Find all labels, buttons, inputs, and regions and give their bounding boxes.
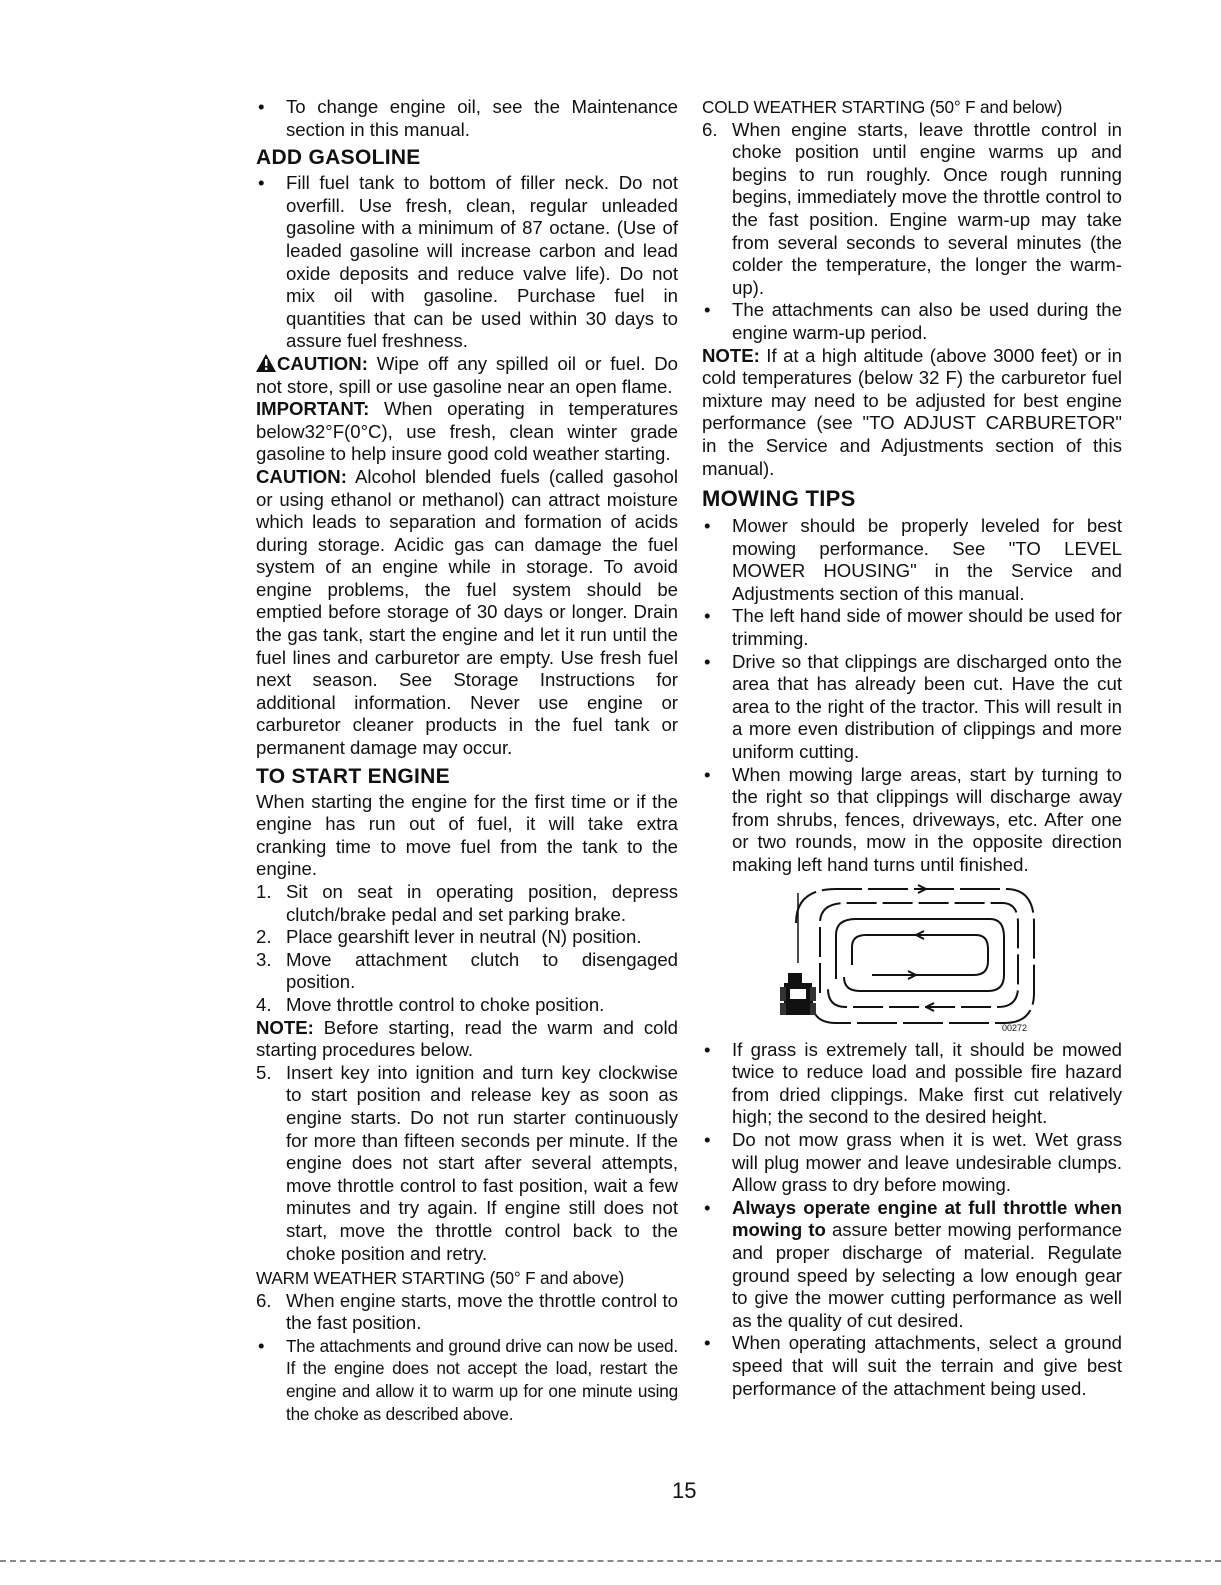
- tip-text: Do not mow grass when it is wet. Wet grass will plug mower and leave undesirable clumps. Allow grass to dry before mowing.: [732, 1128, 1122, 1196]
- bullet-marker: •: [704, 763, 711, 785]
- bullet-marker: •: [704, 1038, 711, 1060]
- note-paragraph-left: [256, 1017, 678, 1062]
- bullet-marker: •: [704, 1196, 711, 1218]
- when-starting-text: When starting the engine for the first time or if the engine has run out of fuel, it will take extra cranking time to move fuel from the tank to the engine.: [256, 790, 678, 880]
- tip-text: When operating attachments, select a ground speed that will suit the terrain and give best performance of the attachment being used.: [732, 1332, 1122, 1399]
- bullet-marker: •: [258, 1334, 265, 1356]
- tip-6: [702, 1129, 1122, 1197]
- tip-text: [732, 1197, 1122, 1333]
- important-paragraph: [256, 398, 678, 466]
- caution-text-1: Wipe off any spilled oil or fuel. Do not store, spill or use gasoline near an open flame.: [256, 352, 678, 397]
- important-text: When operating in temperatures below32°F(0°C), use fresh, clean winter grade gasoline to help insure good cold weather starting.: [256, 398, 679, 465]
- page-number: 15: [672, 1478, 697, 1503]
- bullet-warm-attachments: [256, 1335, 678, 1425]
- note-text: If at a high altitude (above 3000 feet) or in cold temperatures (below 32 F) the carburetor fuel mixture may need to be adjusted for best engine performance (see "TO ADJUST CARBURETOR" in the Service and Adjustments section of this manual).: [702, 344, 1122, 479]
- step-2: [256, 926, 678, 949]
- tip-text: Mower should be properly leveled for best mowing performance. See "TO LEVEL MOWER HOUSING" in the Service and Adjustments section of this manual.: [732, 515, 1122, 604]
- mowing-path-third: [836, 919, 1004, 991]
- step-number: 3.: [256, 948, 272, 970]
- tip-text: If grass is extremely tall, it should be mowed twice to reduce load and possible fire hazard from dried clippings. Make first cut relatively high; the second to the desired height.: [732, 1038, 1122, 1128]
- step-text: Move attachment clutch to disengaged position.: [286, 948, 678, 993]
- cold-attachments-text: The attachments can also be used during the engine warm-up period.: [732, 299, 1122, 343]
- step-number: 4.: [256, 993, 272, 1015]
- right-column: [702, 96, 1122, 1400]
- change-oil-text: To change engine oil, see the Maintenance section in this manual.: [286, 96, 678, 140]
- warm-step-6: [256, 1290, 678, 1335]
- step-number: 6.: [256, 1289, 272, 1311]
- caution-paragraph-1: [256, 353, 678, 398]
- bullet-marker: •: [704, 650, 711, 672]
- bullet-fill-tank: [256, 172, 678, 353]
- tip-3: [702, 651, 1122, 764]
- cold-step-6: [702, 119, 1122, 300]
- fill-tank-text: Fill fuel tank to bottom of filler neck. Do not overfill. Use fresh, clean, regular unleaded gasoline with a minimum of 87 octane. (Use of leaded gasoline will increase carbon and lead oxide deposits and reduce valve life). Do not mix oil with gasoline. Purchase fuel in quantities that can be used within 30 days to assure fuel freshness.: [286, 172, 678, 352]
- step-text: When engine starts, move the throttle control to the fast position.: [286, 1289, 678, 1334]
- tip-1: [702, 515, 1122, 605]
- tip-8: [702, 1332, 1122, 1400]
- full-throttle-bold: Always operate engine at full throttle when mowing to: [732, 1196, 1122, 1241]
- note-text: Before starting, read the warm and cold starting procedures below.: [256, 1016, 678, 1061]
- step-text: When engine starts, leave throttle control in choke position until engine warms up and begins to run roughly. Once rough running begins, immediately move the throttle control to the fast position. Engine warm-up may take from several seconds to several minutes (the colder the temperature, the longer the warm-up).: [732, 118, 1122, 298]
- tip-text: The left hand side of mower should be used for trimming.: [732, 605, 1122, 650]
- note-label: NOTE:: [256, 1016, 314, 1038]
- step-number: 1.: [256, 881, 272, 902]
- caution-text-2: Alcohol blended fuels (called gasohol or using ethanol or methanol) can attract moisture which leads to separation and formation of acids during storage. Acidic gas can damage the fuel system of an engine while in storage. To avoid engine problems, the fuel system should be emptied before storage of 30 days or longer. Drain the gas tank, start the engine and let it run until the fuel lines and carburetor are empty. Use fresh fuel next season. See Storage Instructions for additional information. Never use engine or carburetor cleaner products in the fuel tank or permanent damage may occur.: [256, 465, 678, 759]
- step-5: [256, 1062, 678, 1265]
- caution-paragraph-2: [256, 466, 678, 760]
- bullet-change-oil: [256, 96, 678, 141]
- bottom-divider: [0, 1560, 1221, 1562]
- heading-mowing-tips: MOWING TIPS: [702, 486, 856, 512]
- mowing-pattern-diagram: [776, 883, 1046, 1033]
- warm-weather-heading: WARM WEATHER STARTING (50° F and above): [256, 1268, 625, 1289]
- bullet-marker: •: [704, 515, 711, 537]
- warm-attachments-text: The attachments and ground drive can now be used. If the engine does not accept the load, restart the engine and allow it to warm up for one minute using the choke as described above.: [286, 1335, 678, 1424]
- tractor-icon: [780, 973, 816, 1015]
- tip-5: [702, 1039, 1122, 1129]
- note-label: NOTE:: [702, 344, 760, 366]
- step-number: 5.: [256, 1061, 272, 1083]
- bullet-marker: •: [704, 1332, 711, 1354]
- tip-text: When mowing large areas, start by turning to the right so that clippings will discharge away from shrubs, fences, driveways, etc. After one or two rounds, mow in the opposite direction making left hand turns until finished.: [732, 763, 1122, 875]
- caution-label-1: CAUTION:: [277, 352, 368, 374]
- heading-add-gasoline: ADD GASOLINE: [256, 146, 421, 170]
- caution-label-2: CAUTION:: [256, 465, 347, 487]
- step-3: [256, 949, 678, 994]
- step-number: 6.: [702, 118, 718, 140]
- mowing-path-inner: [852, 935, 988, 975]
- step-text: Insert key into ignition and turn key clockwise to start position and release key as soon as engine starts. Do not run starter continuously for more than fifteen seconds per minute. If the engine does not start after several attempts, move throttle control to fast position, wait a few minutes and try again. If engine still does not start, move the throttle control back to the choke position and retry.: [286, 1061, 678, 1264]
- bullet-marker: •: [704, 1128, 711, 1150]
- bullet-marker: •: [258, 96, 265, 117]
- step-text: Place gearshift lever in neutral (N) position.: [286, 926, 642, 948]
- heading-to-start-engine: TO START ENGINE: [256, 764, 450, 788]
- full-throttle-text: assure better mowing performance and proper discharge of material. Regulate ground speed by selecting a low enough gear to give the mower cutting performance as well as the quality of cut desired.: [732, 1219, 1123, 1331]
- warning-triangle-icon: [256, 354, 276, 372]
- bullet-marker: •: [258, 172, 265, 194]
- important-label: IMPORTANT:: [256, 398, 370, 420]
- tip-2: [702, 605, 1122, 650]
- step-1: [256, 881, 678, 926]
- left-column: [256, 96, 678, 1425]
- bullet-marker: •: [704, 299, 711, 321]
- cold-weather-heading: COLD WEATHER STARTING (50° F and below): [702, 97, 1063, 117]
- tip-7: [702, 1197, 1122, 1333]
- step-number: 2.: [256, 926, 272, 948]
- tip-text: Drive so that clippings are discharged onto the area that has already been cut. Have the cut area to the right of the tractor. This will result in a more even distribution of clippings and more uniform cutting.: [732, 650, 1122, 763]
- step-text: Sit on seat in operating position, depress clutch/brake pedal and set parking brake.: [286, 881, 678, 925]
- bullet-marker: •: [704, 605, 711, 627]
- note-paragraph-right: [702, 345, 1122, 481]
- step-4: [256, 994, 678, 1017]
- step-text: Move throttle control to choke position.: [286, 993, 605, 1015]
- diagram-code: 00272: [1002, 1022, 1028, 1033]
- bullet-cold-attachments: [702, 299, 1122, 344]
- tip-4: [702, 764, 1122, 877]
